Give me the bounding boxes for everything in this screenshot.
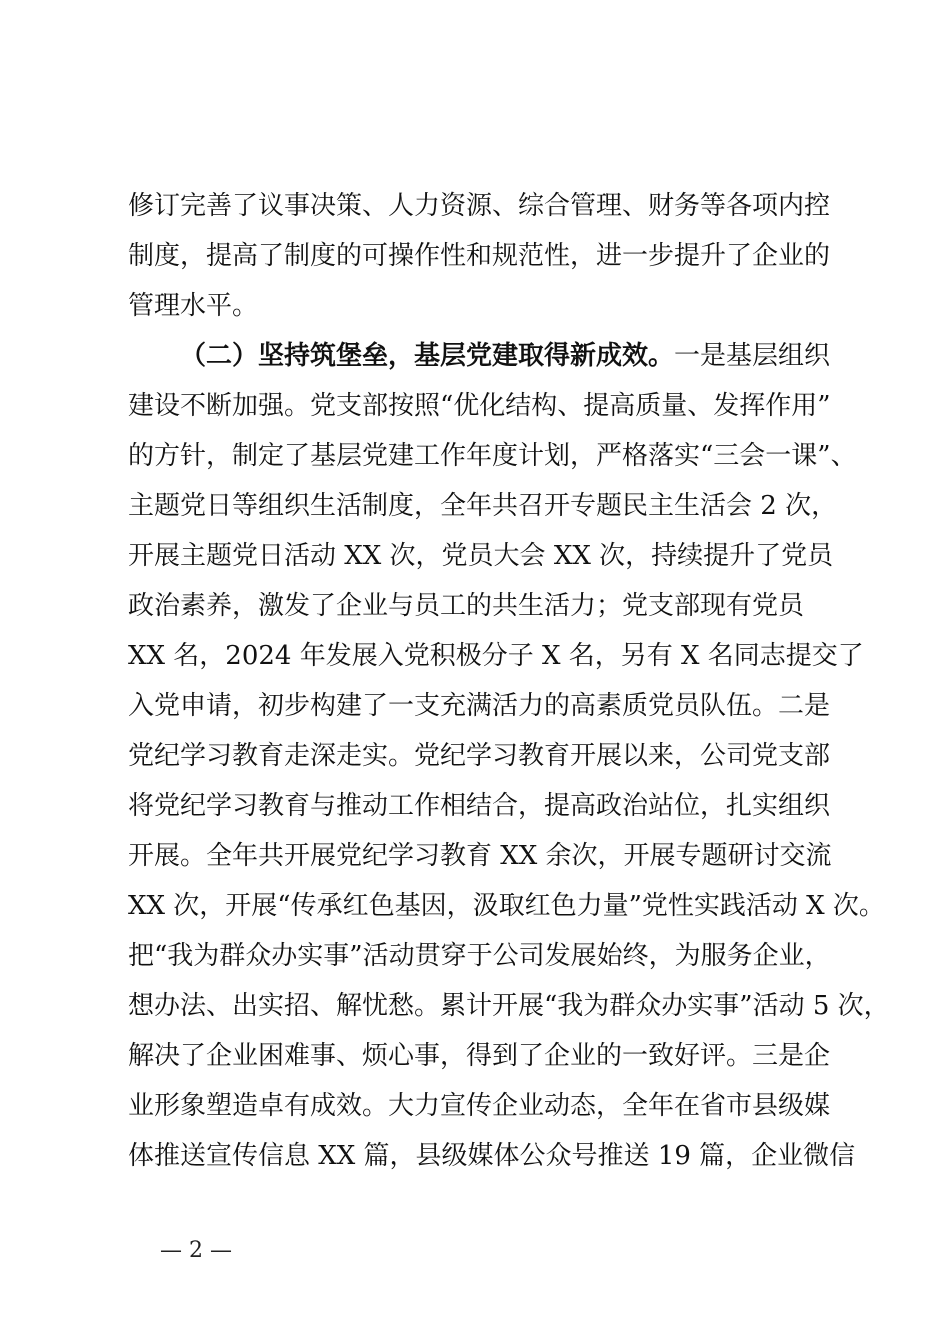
paragraph-line: 政治素养，激发了企业与员工的共生活力；党支部现有党员 <box>128 591 805 621</box>
paragraph-line: 开展主题党日活动 XX 次，党员大会 XX 次，持续提升了党员 <box>128 541 834 571</box>
paragraph-line: 制度，提高了制度的可操作性和规范性，进一步提升了企业的 <box>128 241 831 271</box>
paragraph-line: 建设不断加强。党支部按照“优化结构、提高质量、发挥作用” <box>128 391 831 421</box>
paragraph-line: XX 次，开展“传承红色基因，汲取红色力量”党性实践活动 X 次。 <box>128 891 885 921</box>
paragraph-line: 党纪学习教育走深走实。党纪学习教育开展以来，公司党支部 <box>128 741 831 771</box>
paragraph-line: 业形象塑造卓有成效。大力宣传企业动态，全年在省市县级媒 <box>128 1091 831 1121</box>
paragraph-line: 管理水平。 <box>128 291 259 321</box>
paragraph-line: 解决了企业困难事、烦心事，得到了企业的一致好评。三是企 <box>128 1041 831 1071</box>
paragraph-line: XX 名，2024 年发展入党积极分子 X 名，另有 X 名同志提交了 <box>128 641 864 671</box>
section-heading-line <box>128 331 848 381</box>
paragraph-line: 的方针，制定了基层党建工作年度计划，严格落实“三会一课”、 <box>128 441 857 471</box>
paragraph-line: 想办法、出实招、解忧愁。累计开展“我为群众办实事”活动 5 次， <box>128 991 890 1021</box>
paragraph-line: 把“我为群众办实事”活动贯穿于公司发展始终，为服务企业， <box>128 941 831 971</box>
paragraph-line: 开展。全年共开展党纪学习教育 XX 余次，开展专题研讨交流 <box>128 841 832 871</box>
section-heading-trailing-text: 一是基层组织 <box>674 341 831 371</box>
paragraph-line: 体推送宣传信息 XX 篇，县级媒体公众号推送 19 篇，企业微信 <box>128 1141 856 1171</box>
page-number: — 2 — <box>160 1238 232 1263</box>
paragraph-line: 修订完善了议事决策、人力资源、综合管理、财务等各项内控 <box>128 191 831 221</box>
paragraph-line: 主题党日等组织生活制度，全年共召开专题民主生活会 2 次， <box>128 491 838 521</box>
paragraph-line: 将党纪学习教育与推动工作相结合，提高政治站位，扎实组织 <box>128 791 831 821</box>
section-heading: （二）坚持筑堡垒，基层党建取得新成效。 <box>180 341 675 371</box>
paragraph-line: 入党申请，初步构建了一支充满活力的高素质党员队伍。二是 <box>128 691 831 721</box>
body-text <box>128 181 890 1181</box>
